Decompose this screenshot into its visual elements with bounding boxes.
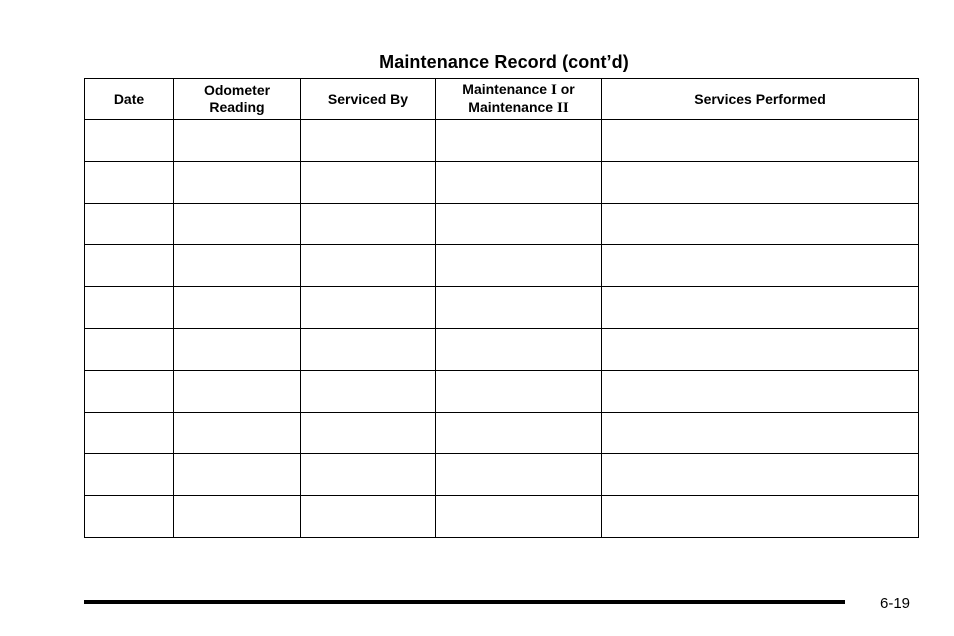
serviced-by-cell [301,161,436,203]
table-row [85,287,919,329]
services-performed-cell [602,412,919,454]
date-cell [85,328,174,370]
date-cell [85,412,174,454]
header-serviced-by: Serviced By [301,79,436,120]
table-row [85,120,919,162]
maintenance-type-cell [436,203,602,245]
table-row [85,161,919,203]
header-maintenance-type: Maintenance I or Maintenance II [436,79,602,120]
services-performed-cell [602,370,919,412]
serviced-by-cell [301,370,436,412]
date-cell [85,496,174,538]
odometer-cell [174,496,301,538]
date-cell [85,454,174,496]
services-performed-cell [602,454,919,496]
table-header-row [85,79,919,120]
table-row [85,328,919,370]
date-cell [85,203,174,245]
services-performed-cell [602,161,919,203]
date-cell [85,287,174,329]
serviced-by-cell [301,412,436,454]
odometer-cell [174,454,301,496]
services-performed-cell [602,328,919,370]
date-cell [85,245,174,287]
table-row [85,370,919,412]
table-row [85,412,919,454]
odometer-cell [174,287,301,329]
table-body [85,120,919,538]
odometer-cell [174,328,301,370]
maintenance-type-cell [436,496,602,538]
table-row [85,203,919,245]
serviced-by-cell [301,203,436,245]
services-performed-cell [602,287,919,329]
header-date: Date [85,79,174,120]
services-performed-cell [602,203,919,245]
maintenance-type-cell [436,287,602,329]
odometer-cell [174,412,301,454]
services-performed-cell [602,496,919,538]
serviced-by-cell [301,120,436,162]
maintenance-type-cell [436,245,602,287]
serviced-by-cell [301,287,436,329]
maintenance-type-cell [436,412,602,454]
table-row [85,496,919,538]
odometer-cell [174,203,301,245]
date-cell [85,161,174,203]
odometer-cell [174,370,301,412]
maintenance-type-cell [436,328,602,370]
page-title: Maintenance Record (cont’d) [379,52,629,72]
header-odometer-reading: Odometer Reading [174,79,301,120]
odometer-cell [174,120,301,162]
header-services-performed: Services Performed [602,79,919,120]
footer-rule [84,600,845,604]
maintenance-type-cell [436,370,602,412]
maintenance-type-cell [436,161,602,203]
odometer-cell [174,161,301,203]
maintenance-type-cell [436,454,602,496]
serviced-by-cell [301,454,436,496]
page-number: 6-19 [880,595,911,612]
serviced-by-cell [301,496,436,538]
odometer-cell [174,245,301,287]
serviced-by-cell [301,245,436,287]
services-performed-cell [602,245,919,287]
table-row [85,245,919,287]
maintenance-type-cell [436,120,602,162]
table-row [85,454,919,496]
date-cell [85,120,174,162]
date-cell [85,370,174,412]
maintenance-record-table [84,78,919,538]
serviced-by-cell [301,328,436,370]
services-performed-cell [602,120,919,162]
